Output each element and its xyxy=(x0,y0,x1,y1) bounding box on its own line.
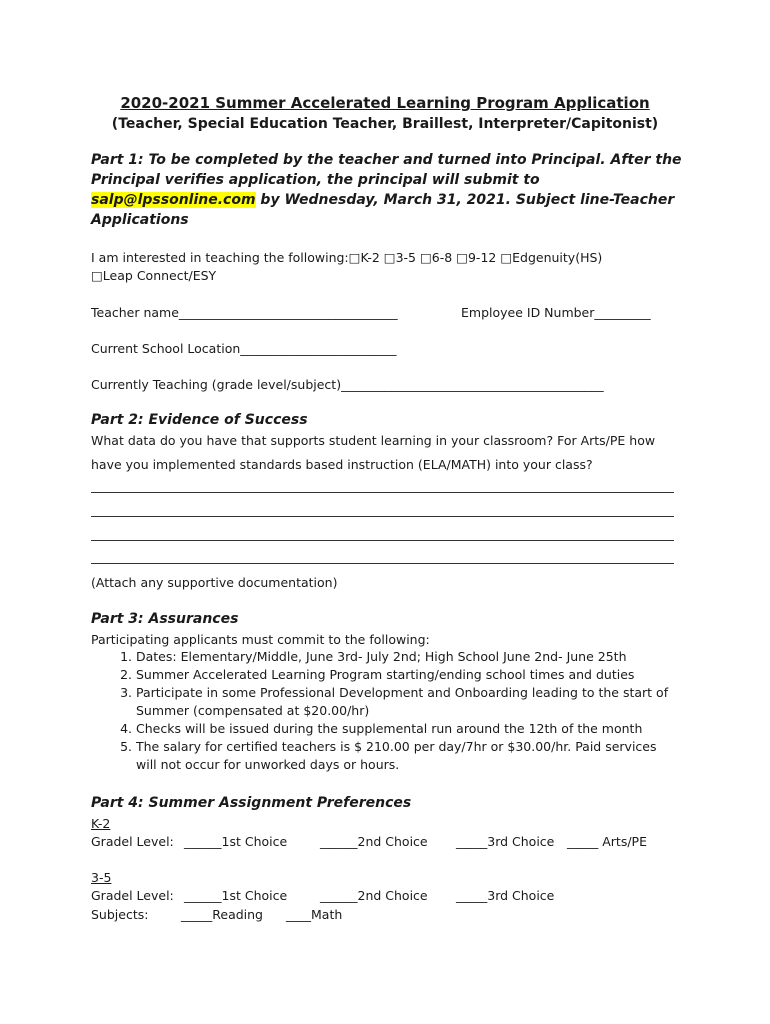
assurance-item: 3. Participate in some Professional Development and Onboarding leading to the start of Summer (compensated at $20.00/hr) xyxy=(136,684,681,720)
k2-first-choice: ______1st Choice xyxy=(184,834,288,849)
k2-second-choice: ______2nd Choice xyxy=(320,834,428,849)
answer-line xyxy=(91,516,674,517)
g35-math: ____Math xyxy=(286,907,343,922)
g35-first-choice: ______1st Choice xyxy=(184,888,288,903)
k2-label: K-2 xyxy=(91,816,111,831)
assurance-item: 5. The salary for certified teachers is $ 210.00 per day/7hr or $30.00/hr. Paid services will not occur for unworked days or hours. xyxy=(136,738,681,774)
attach-note: (Attach any supportive documentation) xyxy=(91,575,338,590)
currently-teaching-field: Currently Teaching (grade level/subject)__________________________________________ xyxy=(91,377,604,392)
g35-label: 3-5 xyxy=(91,870,112,885)
answer-line xyxy=(91,540,674,541)
part1-instructions xyxy=(91,150,691,230)
part3-intro: Participating applicants must commit to the following: xyxy=(91,632,430,647)
school-location-field: Current School Location_________________________ xyxy=(91,341,397,356)
page-title: 2020-2021 Summer Accelerated Learning Program Application xyxy=(120,94,650,112)
assurance-item: 2. Summer Accelerated Learning Program starting/ending school times and duties xyxy=(136,666,681,684)
part1-text-b: by Wednesday, March 31, 2021. Subject line-Teacher Applications xyxy=(91,192,675,228)
assurance-item: 4. Checks will be issued during the supplemental run around the 12th of the month xyxy=(136,720,681,738)
part2-heading: Part 2: Evidence of Success xyxy=(91,412,308,428)
assurances-list xyxy=(91,648,681,774)
g35-third-choice: _____3rd Choice xyxy=(456,888,555,903)
g35-level-label: Gradel Level: xyxy=(91,888,174,903)
part4-heading: Part 4: Summer Assignment Preferences xyxy=(91,795,412,811)
g35-subjects-label: Subjects: xyxy=(91,907,149,922)
part2-question-line-2: have you implemented standards based instruction (ELA/MATH) into your class? xyxy=(91,457,593,472)
teacher-name-field: Teacher name___________________________________ xyxy=(91,305,398,320)
g35-second-choice: ______2nd Choice xyxy=(320,888,428,903)
k2-third-choice: _____3rd Choice xyxy=(456,834,555,849)
k2-level-label: Gradel Level: xyxy=(91,834,174,849)
interest-line-1: I am interested in teaching the following:□K-2 □3-5 □6-8 □9-12 □Edgenuity(HS) xyxy=(91,250,603,265)
employee-id-field: Employee ID Number_________ xyxy=(461,305,651,320)
interest-line-2: □Leap Connect/ESY xyxy=(91,268,217,283)
assurance-item: 1. Dates: Elementary/Middle, June 3rd- July 2nd; High School June 2nd- June 25th xyxy=(136,648,681,666)
submission-email: salp@lpssonline.com xyxy=(91,192,256,208)
part2-question-line-1: What data do you have that supports student learning in your classroom? For Arts/PE how xyxy=(91,433,656,448)
answer-line xyxy=(91,563,674,564)
part1-text-a: Part 1: To be completed by the teacher and turned into Principal. After the Principal verifies application, the principal will submit to xyxy=(91,152,682,188)
g35-reading: _____Reading xyxy=(181,907,263,922)
page-subtitle: (Teacher, Special Education Teacher, Braillest, Interpreter/Capitonist) xyxy=(111,116,659,132)
answer-line xyxy=(91,492,674,493)
k2-arts-pe: _____ Arts/PE xyxy=(567,834,647,849)
part3-heading: Part 3: Assurances xyxy=(91,611,239,627)
